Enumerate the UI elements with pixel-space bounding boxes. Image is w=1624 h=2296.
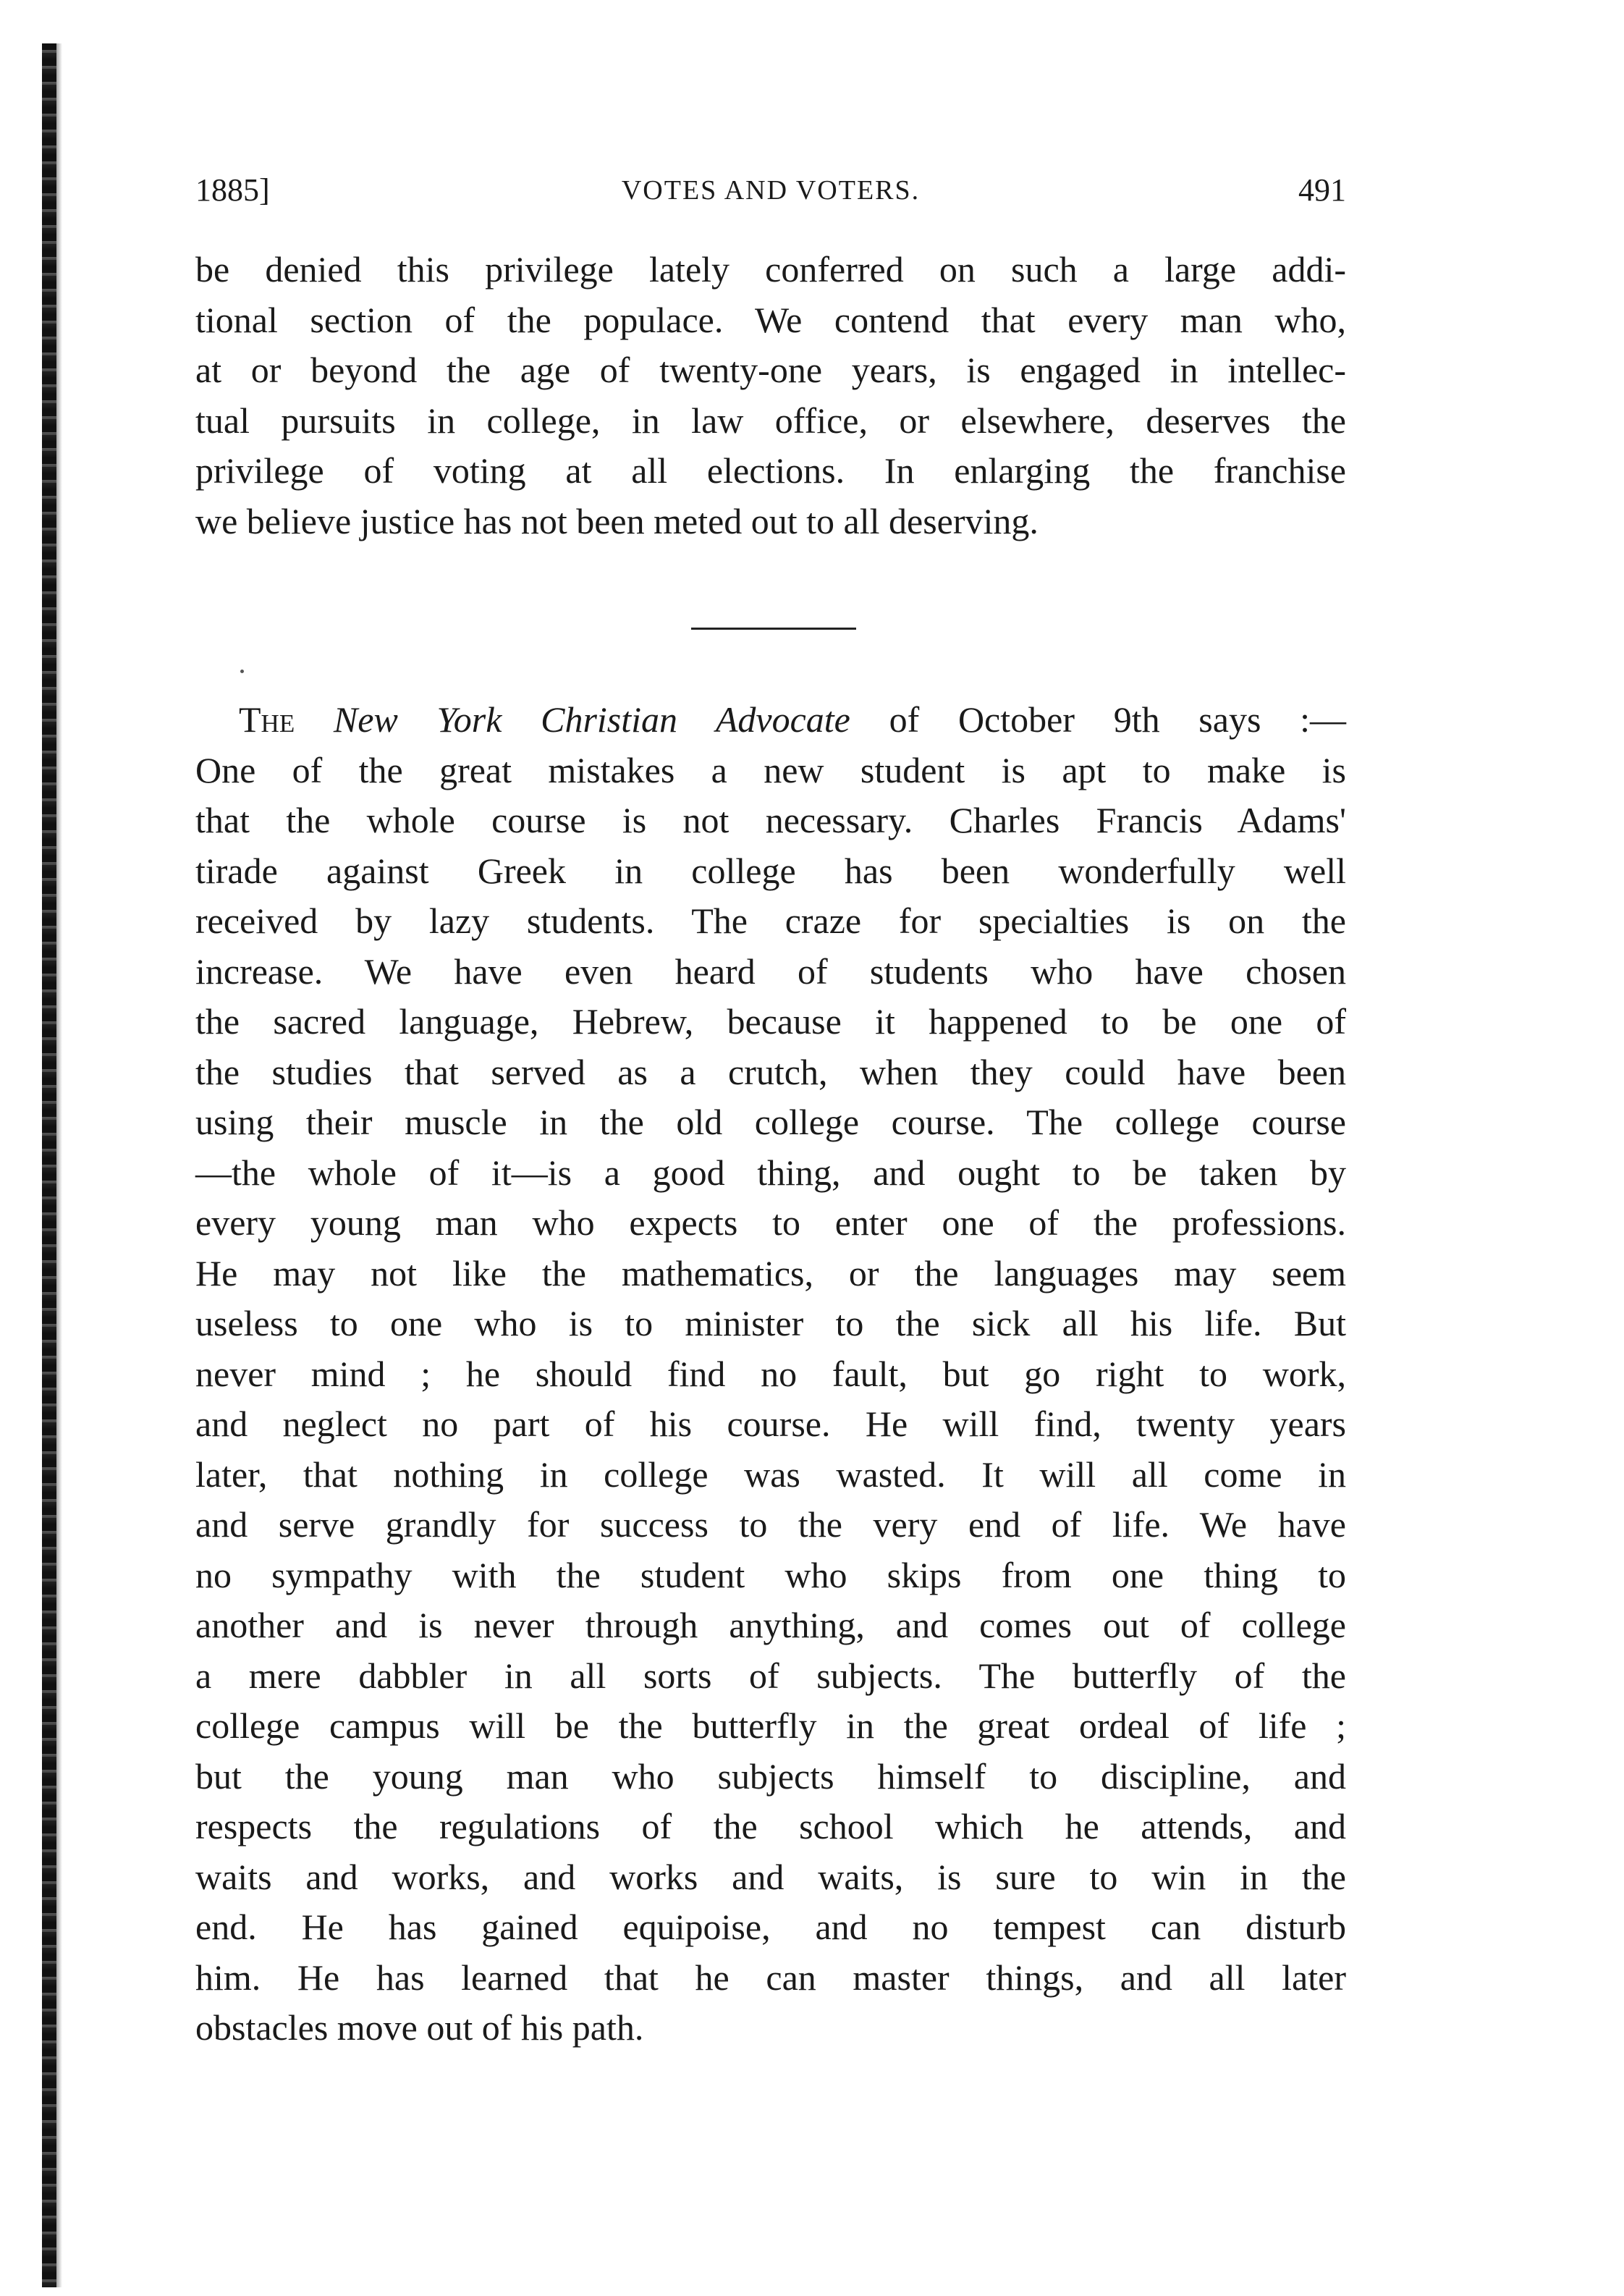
paragraph-two-line: the studies that served as a crutch, when they could have been	[195, 1051, 1346, 1092]
paragraph-two-line: another and is never through anything, and comes out of college	[195, 1605, 1346, 1645]
paragraph-two-line: no sympathy with the student who skips from one thing to	[195, 1554, 1346, 1595]
running-head	[195, 165, 1346, 216]
paragraph-two-line: a mere dabbler in all sorts of subjects. The butterfly of the	[195, 1655, 1346, 1696]
paragraph-two-line: obstacles move out of his path.	[195, 2007, 644, 2048]
paragraph-one-line: at or beyond the age of twenty-one years, is engaged in intellec-	[195, 350, 1346, 390]
paragraph-two-line: using their muscle in the old college course. The college course	[195, 1102, 1346, 1142]
paragraph-one-line: privilege of voting at all elections. In enlarging the franchise	[195, 450, 1346, 491]
paragraph-two-line: useless to one who is to minister to the sick all his life. But	[195, 1303, 1346, 1343]
paragraph-two-line: that the whole course is not necessary. Charles Francis Adams'	[195, 800, 1346, 840]
paragraph-two-line: respects the regulations of the school which he attends, and	[195, 1806, 1346, 1846]
section-divider-rule	[691, 628, 856, 630]
paragraph-one-line: tional section of the populace. We contend that every man who,	[195, 299, 1346, 340]
intro-the: The	[239, 699, 295, 740]
paragraph-one-line: tual pursuits in college, in law office, or elsewhere, deserves the	[195, 400, 1346, 441]
paragraph-two-line: never mind ; he should find no fault, but go right to work,	[195, 1353, 1346, 1394]
paragraph-two-line: He may not like the mathematics, or the languages may seem	[195, 1252, 1346, 1293]
paragraph-two-line: tirade against Greek in college has been wonderfully well	[195, 850, 1346, 891]
paragraph-two-line: and serve grandly for success to the very end of life. We have	[195, 1504, 1346, 1545]
publication-title: New York Christian Advocate	[333, 699, 850, 740]
paragraph-two-intro-line	[195, 695, 1346, 746]
paragraph-one	[195, 245, 1346, 546]
paragraph-one-line: we believe justice has not been meted out to all deserving.	[195, 500, 1039, 541]
paragraph-two-line: increase. We have even heard of students who have chosen	[195, 950, 1346, 992]
paragraph-two-line: and neglect no part of his course. He will find, twenty years	[195, 1404, 1346, 1444]
paragraph-two-line: college campus will be the butterfly in the great ordeal of life ;	[195, 1705, 1346, 1746]
paragraph-one-line: be denied this privilege lately conferred on such a large addi-	[195, 249, 1346, 290]
intro-rest: of October 9th says :—	[850, 699, 1347, 740]
paragraph-two-line: the sacred language, Hebrew, because it happened to be one of	[195, 1001, 1346, 1042]
paragraph-two-line: end. He has gained equipoise, and no tempest can disturb	[195, 1907, 1346, 1947]
paragraph-two-line: —the whole of it—is a good thing, and ought to be taken by	[195, 1152, 1346, 1193]
page-binding-edge	[42, 43, 56, 2287]
page-number: 491	[1298, 172, 1346, 208]
paragraph-two	[195, 695, 1346, 2054]
running-head-year: 1885]	[195, 172, 270, 208]
paragraph-two-line: One of the great mistakes a new student is apt to make is	[195, 749, 1346, 790]
binding-shadow	[56, 43, 62, 2287]
paragraph-two-line: waits and works, and works and waits, is sure to win in the	[195, 1856, 1346, 1897]
paragraph-two-line: later, that nothing in college was wasted. It will all come in	[195, 1453, 1346, 1495]
paragraph-two-line: but the young man who subjects himself to discipline, and	[195, 1755, 1346, 1797]
stray-mark	[240, 670, 244, 673]
paragraph-two-line: every young man who expects to enter one of the professions.	[195, 1202, 1346, 1243]
running-head-title: VOTES AND VOTERS.	[621, 175, 921, 206]
paragraph-two-line: him. He has learned that he can master things, and all later	[195, 1957, 1346, 1998]
paragraph-two-line: received by lazy students. The craze for specialties is on the	[195, 900, 1346, 941]
